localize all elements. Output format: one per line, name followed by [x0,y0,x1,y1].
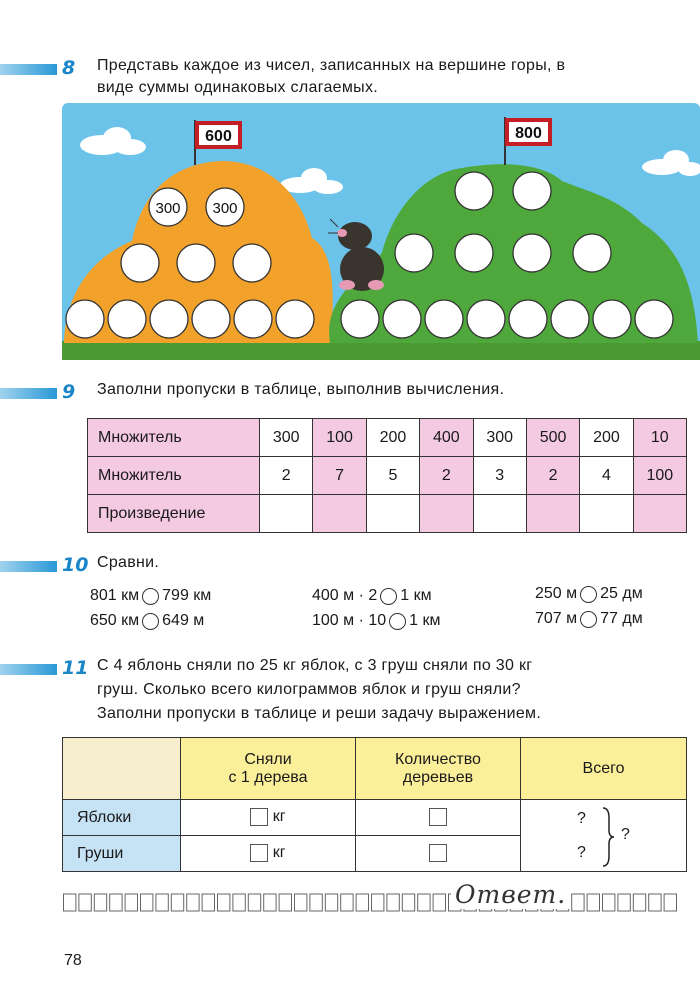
tree-count-cell [356,800,521,836]
row-label: Множитель [88,419,260,457]
blank-box[interactable] [250,844,268,862]
product-blank-cell[interactable] [260,495,313,533]
exercise-11-number: 11 [62,657,89,679]
answer-cell [572,894,584,911]
compare-right: 25 дм [600,585,643,602]
header-text: деревьев [402,768,474,786]
exercise-11-text-line1: С 4 яблонь сняли по 25 кг яблок, с 3 груш сняли по 30 кг [97,657,533,674]
answer-cell [372,894,384,911]
question-mark: ? [577,844,586,861]
answer-cell [156,894,168,911]
table-cell: 10 [633,419,686,457]
answer-cell [418,894,430,911]
table-cell: 400 [420,419,473,457]
blank-box[interactable] [429,844,447,862]
answer-cell [125,894,137,911]
answer-cell [341,894,353,911]
table-cell: 500 [526,419,579,457]
header-text: Количество [395,750,481,768]
table-cell: 2 [260,457,313,495]
table-cell: 200 [366,419,419,457]
answer-cell [587,894,599,911]
answer-cell [171,894,183,911]
answer-label: Ответ. [451,880,570,909]
compare-item [312,587,432,605]
exercise-11-text-line3: Заполни пропуски в таблице и реши задачу выражением. [97,705,542,722]
row-label-pears: Груши [63,836,181,872]
ground [62,341,700,360]
answer-cell [264,894,276,911]
blank-box[interactable] [250,808,268,826]
exercise-10-marker-bar [0,561,57,572]
per-tree-cell [181,800,356,836]
exercise-9-marker-bar [0,388,57,399]
answer-cell [79,894,91,911]
left-flag-number: 600 [205,128,232,145]
answer-cell [618,894,630,911]
product-blank-cell[interactable] [526,495,579,533]
answer-cell [141,894,153,911]
compare-item [535,585,643,603]
header-text: Сняли [244,750,292,768]
answer-cell [433,894,445,911]
exercise-8-text-line2: виде суммы одинаковых слагаемых. [97,79,379,96]
table-cell: 100 [633,457,686,495]
unit-label: кг [272,844,286,862]
exercise-9-number: 9 [62,381,76,403]
exercise-8-number: 8 [62,57,76,79]
compare-right: 77 дм [600,610,643,627]
tree-count-cell [356,836,521,872]
answer-cell [64,894,76,911]
product-blank-cell[interactable] [633,495,686,533]
per-tree-cell [181,836,356,872]
answer-cell [310,894,322,911]
answer-cell [649,894,661,911]
factor1-row [88,419,687,457]
compare-circle[interactable] [142,588,159,605]
answer-cell [603,894,615,911]
table-cell: 4 [580,457,633,495]
table-cell: 2 [526,457,579,495]
answer-grid[interactable] [63,893,678,913]
compare-right: 649 м [162,612,205,629]
answer-cell [233,894,245,911]
table-cell: 5 [366,457,419,495]
exercise-11-text-line2: груш. Сколько всего килограммов яблок и груш сняли? [97,681,521,698]
answer-cell [633,894,645,911]
row-label-apples: Яблоки [63,800,181,836]
answer-cell [664,894,676,911]
compare-circle[interactable] [389,613,406,630]
compare-left: 250 м [535,585,578,602]
orange-circle-value-1: 300 [155,200,181,217]
compare-circle[interactable] [580,611,597,628]
answer-cell [279,894,291,911]
column-header-total: Всего [521,738,687,800]
table-cell: 3 [473,457,526,495]
table-cell: 100 [313,419,366,457]
right-flag-number: 800 [515,125,542,142]
total-cell [521,800,687,872]
exercise-8-marker-bar [0,64,57,75]
row-label: Множитель [88,457,260,495]
product-blank-cell[interactable] [313,495,366,533]
table-cell: 2 [420,457,473,495]
header-text: с 1 дерева [228,768,308,786]
compare-right: 1 км [409,612,441,629]
compare-item [90,587,211,605]
unit-label: кг [272,808,286,826]
answer-cell [325,894,337,911]
product-blank-cell[interactable] [366,495,419,533]
page-number: 78 [64,952,82,969]
exercise-10-title: Сравни. [97,554,160,571]
question-mark: ? [577,810,586,827]
answer-cell [295,894,307,911]
exercise-8-text-line1: Представь каждое из чисел, записанных на вершине горы, в [97,57,566,74]
compare-left: 100 м · 10 [312,612,387,629]
compare-left: 650 км [90,612,140,629]
table-cell: 7 [313,457,366,495]
column-header-tree-count [356,738,521,800]
harvest-table [62,737,687,872]
compare-circle[interactable] [142,613,159,630]
compare-item [535,610,643,628]
table-cell: 300 [473,419,526,457]
product-blank-cell[interactable] [580,495,633,533]
compare-left: 707 м [535,610,578,627]
orange-circle-value-2: 300 [212,200,238,217]
answer-cell [356,894,368,911]
factor2-row [88,457,687,495]
product-blank-cell[interactable] [473,495,526,533]
compare-item [90,612,204,630]
corner-cell [63,738,181,800]
compare-left: 801 км [90,587,140,604]
answer-cell [187,894,199,911]
compare-right: 1 км [400,587,432,604]
compare-item [312,612,441,630]
total-question-mark: ? [621,826,630,843]
column-header-per-tree [181,738,356,800]
table-cell: 200 [580,419,633,457]
answer-cell [248,894,260,911]
product-row [88,495,687,533]
table-cell: 300 [260,419,313,457]
exercise-9-text: Заполни пропуски в таблице, выполнив вычисления. [97,381,505,398]
answer-cell [218,894,230,911]
answer-cell [402,894,414,911]
product-blank-cell[interactable] [420,495,473,533]
compare-left: 400 м · 2 [312,587,378,604]
mountains-illustration [62,103,700,360]
exercise-11-marker-bar [0,664,57,675]
exercise-10-number: 10 [62,554,89,576]
answer-cell [94,894,106,911]
answer-cell [110,894,122,911]
compare-circle[interactable] [580,586,597,603]
multiplication-table [87,418,687,533]
answer-cell [387,894,399,911]
compare-right: 799 км [162,587,212,604]
answer-cell [202,894,214,911]
compare-circle[interactable] [380,588,397,605]
row-label: Произведение [88,495,260,533]
blank-box[interactable] [429,808,447,826]
brace-icon [601,806,615,868]
